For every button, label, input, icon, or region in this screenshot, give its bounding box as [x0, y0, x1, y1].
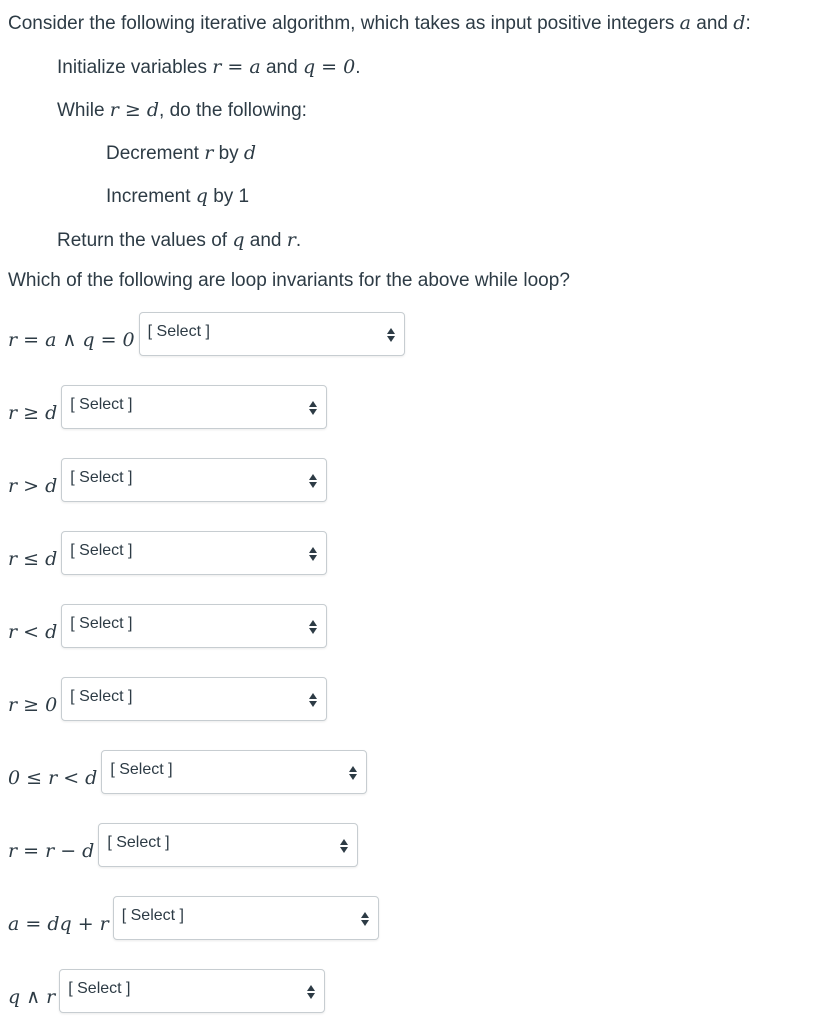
select-label: [ Select ] [70, 542, 133, 559]
select-label: [ Select ] [70, 615, 133, 632]
option-expression: a = dq + r [8, 913, 109, 935]
algo-while-suffix: , do the following: [159, 100, 307, 121]
algo-inc-prefix: Increment [106, 186, 196, 207]
select-label: [ Select ] [70, 396, 133, 413]
algo-init-suffix: . [355, 57, 361, 78]
option-select[interactable] [61, 385, 327, 429]
select-arrows-icon [308, 546, 318, 562]
question-text: Which of the following are loop invariants for the above while loop? [8, 270, 570, 291]
algo-dec-prefix: Decrement [106, 143, 205, 164]
intro-suffix: : [745, 13, 751, 34]
algo-increment [106, 185, 249, 208]
select-arrows-icon [306, 984, 316, 1000]
option-row [8, 822, 358, 868]
option-expression: r > d [8, 475, 58, 497]
select-label: [ Select ] [121, 907, 184, 924]
option-row [8, 749, 367, 795]
option-expression: r ≥ d [8, 402, 58, 424]
algo-dec-var: r [204, 142, 214, 164]
select-arrows-icon [308, 619, 318, 635]
option-expression: r = a ∧ q = 0 [8, 329, 135, 351]
option-expression: r ≤ d [8, 548, 58, 570]
select-arrows-icon [360, 911, 370, 927]
intro-prefix: Consider the following iterative algorithm, which takes as input positive integers [8, 13, 680, 34]
option-row [8, 676, 327, 722]
algo-while-expr: r ≥ d [109, 99, 160, 121]
option-row [8, 895, 379, 941]
option-row [8, 457, 327, 503]
select-arrows-icon [308, 400, 318, 416]
select-arrows-icon [386, 327, 396, 343]
intro-and: and [691, 13, 734, 34]
algo-return [57, 229, 301, 252]
select-label: [ Select ] [70, 688, 133, 705]
option-select[interactable] [59, 969, 325, 1013]
select-label: [ Select ] [110, 761, 173, 778]
algo-init-expr: r = a [212, 56, 261, 78]
select-arrows-icon [308, 692, 318, 708]
option-expression: q ∧ r [8, 986, 56, 1008]
option-row [8, 968, 325, 1014]
algo-inc-var: q [195, 185, 208, 207]
option-row [8, 603, 327, 649]
algo-init [57, 56, 360, 79]
select-arrows-icon [308, 473, 318, 489]
option-expression: r ≥ 0 [8, 694, 58, 716]
algo-init-expr2: q = 0 [302, 56, 356, 78]
select-label: [ Select ] [68, 980, 131, 997]
algo-dec-var2: d [243, 142, 257, 164]
select-label: [ Select ] [70, 469, 133, 486]
select-label: [ Select ] [147, 323, 210, 340]
option-row [8, 311, 405, 357]
option-select[interactable] [61, 531, 327, 575]
algo-init-and: and [260, 57, 303, 78]
algo-ret-var2: r [286, 229, 296, 251]
select-arrows-icon [339, 838, 349, 854]
option-select[interactable] [61, 604, 327, 648]
option-select[interactable] [61, 677, 327, 721]
algo-ret-and: and [244, 230, 287, 251]
algo-decrement [106, 142, 256, 165]
option-expression: 0 ≤ r < d [8, 767, 98, 789]
option-select[interactable] [101, 750, 367, 794]
option-expression: r < d [8, 621, 58, 643]
algo-inc-by: by 1 [207, 186, 250, 207]
select-label: [ Select ] [107, 834, 170, 851]
option-row [8, 384, 327, 430]
intro-var-a: a [679, 12, 691, 34]
option-select[interactable] [113, 896, 379, 940]
option-select[interactable] [98, 823, 358, 867]
intro-text [8, 12, 751, 35]
option-row [8, 530, 327, 576]
option-select[interactable] [139, 312, 405, 356]
algo-init-prefix: Initialize variables [57, 57, 213, 78]
algo-dec-by: by [213, 143, 244, 164]
intro-var-d: d [733, 12, 746, 34]
option-expression: r = r − d [8, 840, 95, 862]
algo-while [57, 99, 307, 122]
algo-ret-prefix: Return the values of [57, 230, 233, 251]
algo-while-prefix: While [57, 100, 110, 121]
algo-ret-suffix: . [295, 230, 302, 251]
option-select[interactable] [61, 458, 327, 502]
algo-ret-var1: q [232, 229, 245, 251]
select-arrows-icon [348, 765, 358, 781]
